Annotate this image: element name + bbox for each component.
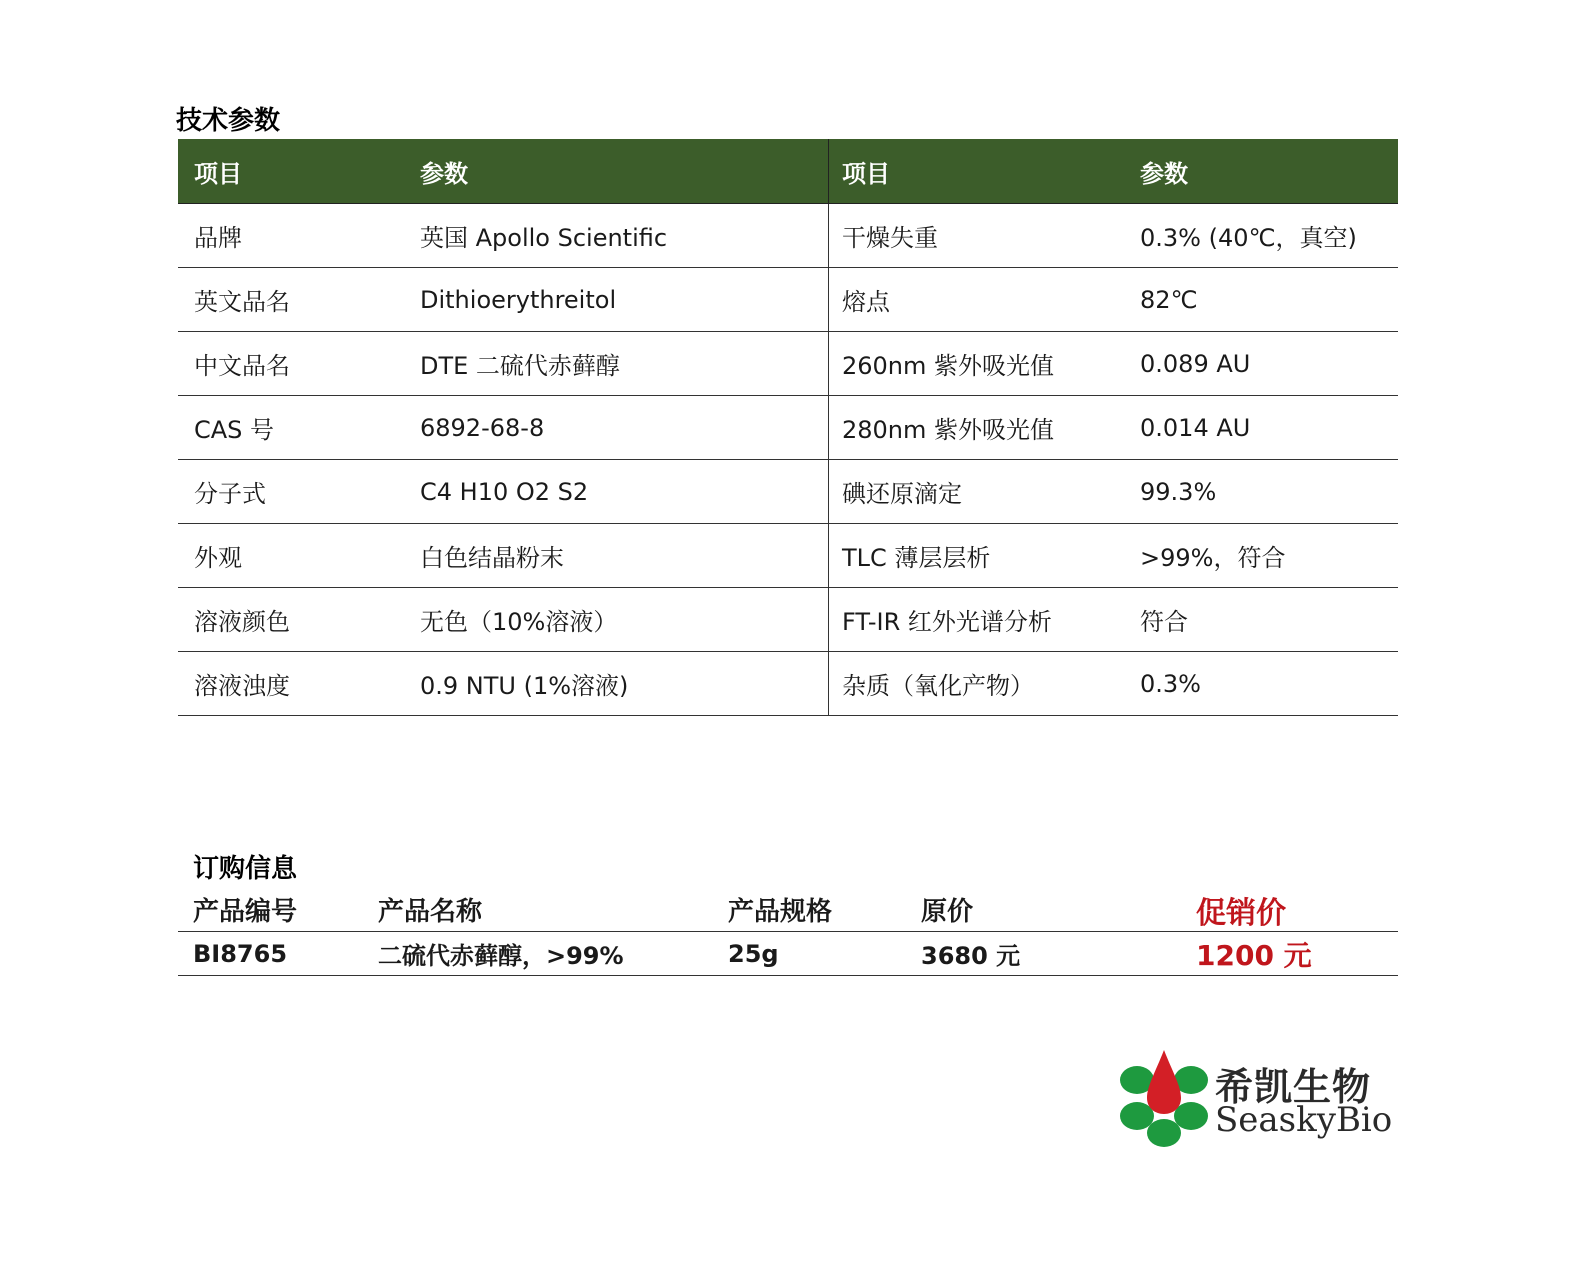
item-label: 溶液颜色	[194, 608, 290, 636]
item-value: 99.3%	[1140, 477, 1217, 506]
seaskybio-logo	[1115, 1048, 1405, 1153]
item-value: 0.9 NTU (1%溶液)	[420, 672, 629, 700]
header-product-name: 产品名称	[378, 897, 483, 927]
promo-price: 1200 元	[1196, 938, 1312, 972]
product-code: BI8765	[193, 939, 288, 968]
item-label: 碘还原滴定	[828, 460, 1127, 523]
order-info-table	[178, 888, 1398, 976]
original-price: 3680 元	[921, 942, 1021, 970]
item-value: 英国 Apollo Scientific	[420, 224, 668, 252]
table-row	[178, 524, 1398, 588]
table-row	[178, 932, 1398, 976]
item-value: 无色（10%溶液）	[420, 608, 618, 636]
item-label: 280nm 紫外吸光值	[828, 396, 1127, 459]
item-label: FT-IR 红外光谱分析	[828, 588, 1127, 651]
item-label: CAS 号	[194, 416, 275, 444]
tech-table-header	[178, 139, 1398, 204]
header-item-1: 项目	[194, 159, 242, 188]
tech-params-title: 技术参数	[176, 106, 281, 136]
product-spec: 25g	[728, 939, 779, 968]
item-label: TLC 薄层层析	[828, 524, 1127, 587]
header-product-spec: 产品规格	[728, 897, 833, 927]
item-label: 分子式	[194, 480, 266, 508]
item-value: >99%，符合	[1140, 544, 1286, 572]
item-label: 英文品名	[194, 288, 290, 316]
table-row	[178, 204, 1398, 268]
item-value: C4 H10 O2 S2	[420, 477, 589, 506]
tech-params-table	[178, 139, 1398, 716]
item-label: 品牌	[194, 224, 242, 252]
item-value: DTE 二硫代赤藓醇	[420, 352, 620, 380]
item-value: 0.014 AU	[1140, 413, 1251, 442]
product-name: 二硫代赤藓醇，>99%	[378, 942, 624, 970]
item-label: 260nm 紫外吸光值	[828, 332, 1127, 395]
header-param-2: 参数	[1140, 159, 1188, 188]
table-row	[178, 332, 1398, 396]
item-value: Dithioerythreitol	[420, 285, 617, 314]
item-label: 外观	[194, 544, 242, 572]
item-value: 符合	[1140, 608, 1188, 636]
order-info-title: 订购信息	[193, 854, 298, 884]
table-row	[178, 460, 1398, 524]
order-table-header	[178, 888, 1398, 932]
header-item-2: 项目	[828, 139, 1127, 203]
table-row	[178, 588, 1398, 652]
item-label: 干燥失重	[828, 204, 1127, 267]
logo-mark-icon	[1115, 1048, 1215, 1153]
item-value: 82℃	[1140, 285, 1198, 314]
logo-name-cn: 希凯生物	[1215, 1064, 1372, 1109]
table-row	[178, 396, 1398, 460]
item-label: 熔点	[828, 268, 1127, 331]
item-label: 中文品名	[194, 352, 290, 380]
table-row	[178, 268, 1398, 332]
item-value: 0.3% (40℃，真空)	[1140, 224, 1357, 252]
header-product-code: 产品编号	[193, 897, 298, 927]
logo-name-en: SeaskyBio	[1215, 1100, 1393, 1140]
header-param-1: 参数	[420, 159, 468, 188]
header-original-price: 原价	[921, 897, 974, 927]
header-promo-price: 促销价	[1196, 895, 1286, 931]
item-value: 白色结晶粉末	[420, 544, 564, 572]
table-row	[178, 652, 1398, 716]
item-label: 溶液浊度	[194, 672, 290, 700]
item-value: 0.089 AU	[1140, 349, 1251, 378]
item-label: 杂质（氧化产物）	[828, 652, 1127, 715]
item-value: 6892-68-8	[420, 413, 545, 442]
item-value: 0.3%	[1140, 669, 1201, 698]
